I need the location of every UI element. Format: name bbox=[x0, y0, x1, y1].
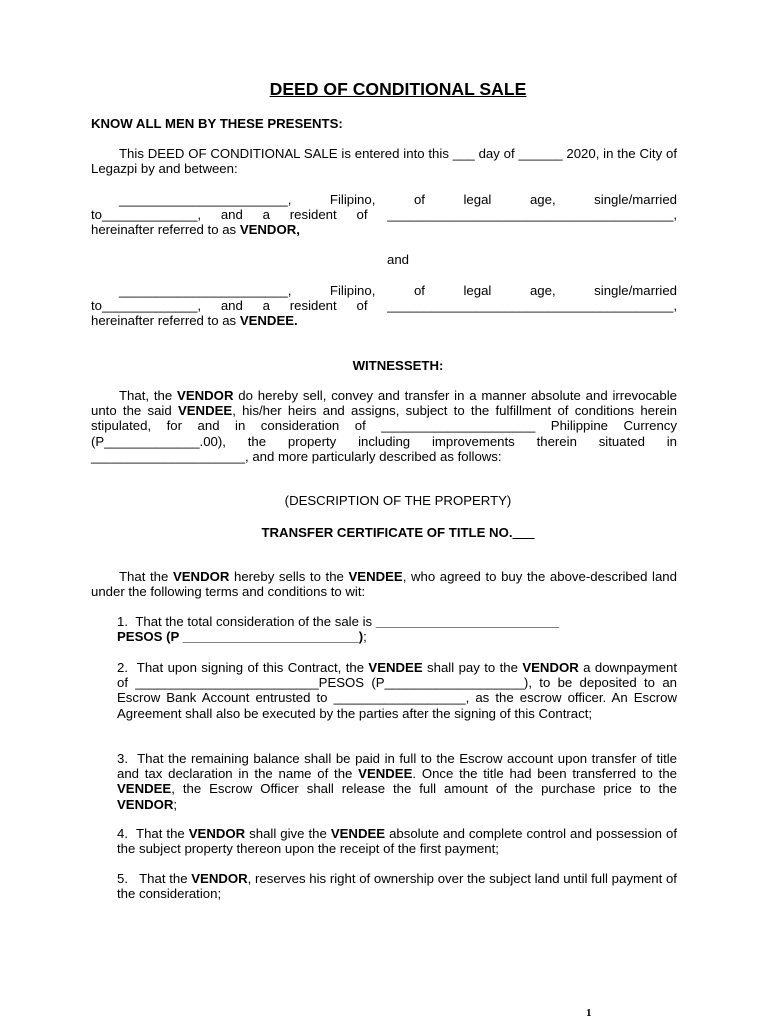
vendor-party-line3: hereinafter referred to as VENDOR, bbox=[91, 222, 300, 238]
vendor-party-line2: to_____________, and a resident of _______________________________________, bbox=[91, 207, 677, 223]
term-item-2: 2. That upon signing of this Contract, the VENDEE shall pay to the VENDOR a downpayment of _________________________PESOS (P___________________), to be deposited to an Escrow Bank Account entrusted to __________________, as the escrow officer. An Escrow Agreement shall also be executed by the parties after the signing of this Contract; bbox=[117, 660, 677, 721]
tct-number-blank: ___ bbox=[512, 525, 535, 540]
term-item-1: 1. That the total consideration of the sale is _________________________ PESOS (P ________________________); bbox=[117, 614, 560, 645]
vendor-name-blank: _______________________, bbox=[119, 192, 292, 207]
intro-heading: KNOW ALL MEN BY THESE PRESENTS: bbox=[91, 116, 343, 131]
vendee-party-line3: hereinafter referred to as VENDEE. bbox=[91, 313, 298, 329]
witnesseth-heading: WITNESSETH: bbox=[352, 358, 444, 373]
vendee-party-line1: _______________________, Filipino, of legal age, single/married bbox=[119, 283, 677, 298]
vendee-name-blank: _______________________, bbox=[119, 283, 292, 298]
and-label: and bbox=[386, 252, 409, 267]
term-number: 5. bbox=[117, 871, 128, 886]
property-description-label: (DESCRIPTION OF THE PROPERTY) bbox=[284, 493, 512, 508]
intro-paragraph: This DEED OF CONDITIONAL SALE is entered into this ___ day of ______ 2020, in the City of Legazpi by and between: bbox=[91, 146, 677, 177]
term-number: 2. bbox=[117, 660, 128, 675]
term-item-5: 5. That the VENDOR, reserves his right of ownership over the subject land until full payment of the consideration; bbox=[117, 871, 677, 902]
term-number: 1. bbox=[117, 614, 128, 629]
conveyance-paragraph: That, the VENDOR do hereby sell, convey and transfer in a manner absolute and irrevocable unto the said VENDEE, his/her heirs and assigns, subject to the fulfillment of conditions herein stipulated, for and in consideration of _____________________ Philippine Currency (P_____________.00), the property including improvements therein situated in _____________________, and more particularly described as follows: bbox=[91, 388, 677, 464]
tct-label: TRANSFER CERTIFICATE OF TITLE NO.___ bbox=[261, 525, 535, 540]
term-item-3: 3. That the remaining balance shall be paid in full to the Escrow account upon transfer of title and tax declaration in the name of the VENDEE. Once the title had been transferred to the VENDEE, the Escrow Officer shall release the full amount of the purchase price to the VENDOR; bbox=[117, 751, 678, 812]
term-number: 3. bbox=[117, 751, 128, 766]
vendor-role: VENDOR, bbox=[239, 222, 300, 238]
vendor-party-line1: _______________________, Filipino, of legal age, single/married bbox=[119, 192, 677, 207]
page-number: 1 bbox=[586, 1007, 592, 1019]
document-title: DEED OF CONDITIONAL SALE bbox=[269, 79, 527, 99]
vendor-party-block bbox=[91, 192, 677, 238]
sale-terms-paragraph: That the VENDOR hereby sells to the VENDEE, who agreed to buy the above-described land under the following terms and conditions to wit: bbox=[91, 569, 677, 600]
term-number: 4. bbox=[117, 826, 128, 841]
vendee-party-block bbox=[91, 283, 677, 329]
term-item-4: 4. That the VENDOR shall give the VENDEE absolute and complete control and possession of the subject property thereon upon the receipt of the first payment; bbox=[117, 826, 678, 857]
vendee-party-line2: to_____________, and a resident of _______________________________________, bbox=[91, 298, 677, 314]
vendee-role: VENDEE. bbox=[239, 313, 298, 329]
